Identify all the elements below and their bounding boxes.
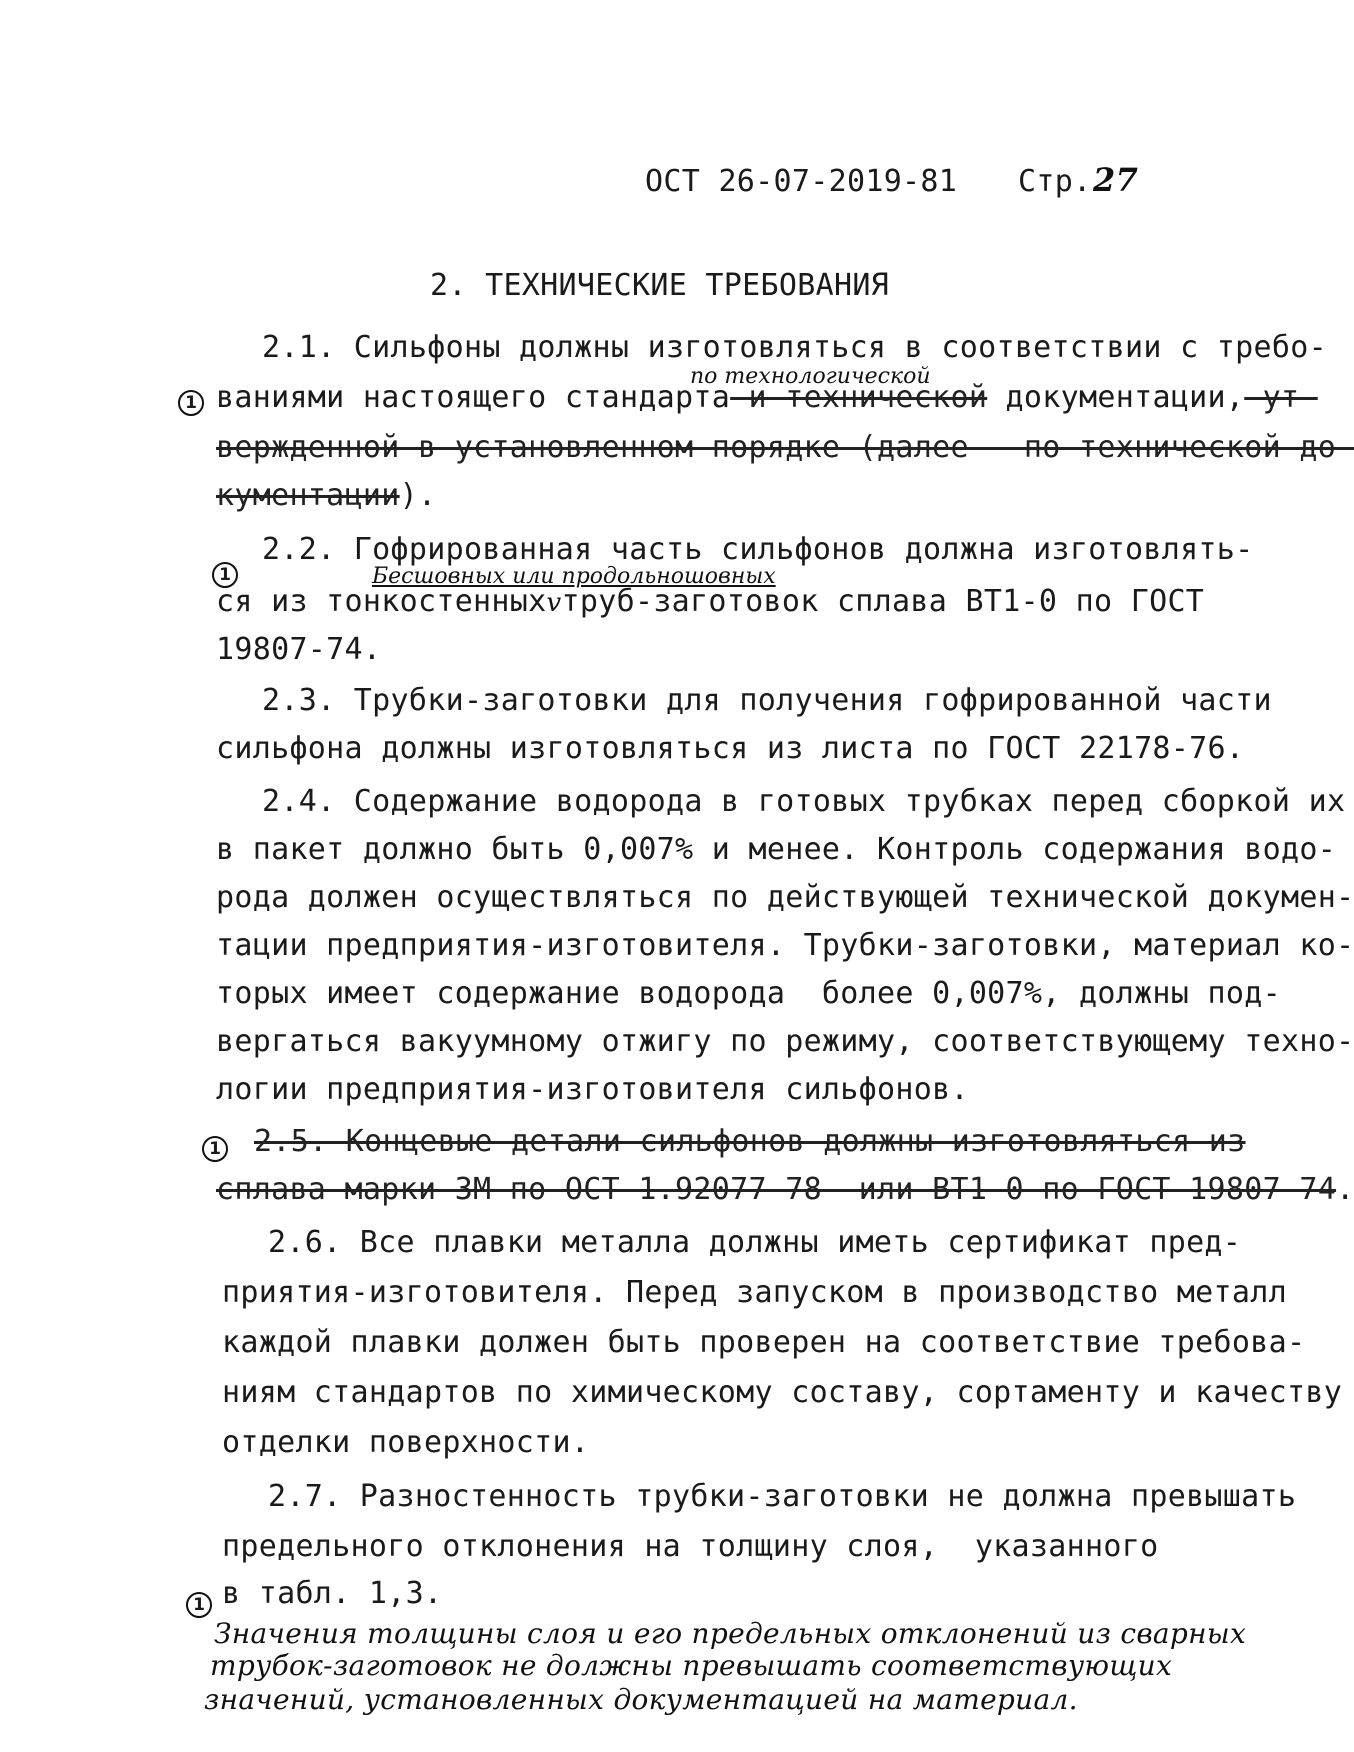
- clause-2-6-line-1: 2.6. Все плавки металла должны иметь сертификат пред-: [268, 1225, 1242, 1260]
- clause-2-1-struck-c: кументации: [216, 478, 400, 513]
- clause-2-3-line-2: сильфона должны изготовляться из листа по ГОСТ 22178-76.: [216, 731, 1245, 766]
- clause-2-2-line-1: 2.2. Гофрированная часть сильфонов должна изготовлять-: [262, 532, 1254, 567]
- section-title: 2. ТЕХНИЧЕСКИЕ ТРЕБОВАНИЯ: [430, 268, 890, 303]
- clause-2-2-text-b: труб-заготовок сплава ВТ1-0 по ГОСТ: [561, 584, 1205, 619]
- clause-2-7-line-2: предельного отклонения на толщину слоя, указанного: [222, 1529, 1159, 1564]
- clause-2-4-line-4: тации предприятия-изготовителя. Трубки-заготовки, материал ко-: [216, 928, 1354, 963]
- clause-2-2-line-2: [216, 584, 1204, 621]
- clause-2-4-line-1: 2.4. Содержание водорода в готовых трубках перед сборкой их: [262, 784, 1346, 819]
- clause-2-5-struck: сплава марки 3М по ОСТ 1.92077-78 или ВТ1-0 по ГОСТ 19807-74: [216, 1172, 1337, 1207]
- change-marker-4: [186, 1586, 212, 1618]
- handwritten-note-line-1: Значения толщины слоя и его предельных отклонений из сварных: [214, 1617, 1247, 1650]
- change-marker-1: [178, 384, 204, 416]
- clause-2-4-line-7: логии предприятия-изготовителя сильфонов.: [216, 1072, 969, 1107]
- clause-2-1-insert: по технологической: [690, 364, 931, 389]
- change-marker-3: [202, 1130, 228, 1162]
- clause-2-6-line-2: приятия-изготовителя. Перед запуском в производство металл: [222, 1275, 1287, 1310]
- clause-2-3-line-1: 2.3. Трубки-заготовки для получения гофрированной части: [262, 683, 1272, 718]
- clause-2-6-line-4: ниям стандартов по химическому составу, сортаменту и качеству: [222, 1375, 1343, 1410]
- clause-2-1-text-a: ваниями настоящего стандарта: [216, 380, 731, 415]
- clause-2-4-line-3: рода должен осуществляться по действующей технической докумен-: [216, 880, 1354, 915]
- clause-2-5-line-2: [216, 1172, 1354, 1208]
- doc-number: ОСТ 26-07-2019-81: [645, 164, 958, 199]
- clause-2-1-text-b: документации,: [987, 380, 1245, 415]
- clause-2-5-line-1: 2.5. Концевые детали сильфонов должны изготовляться из: [254, 1124, 1246, 1159]
- clause-2-2-insert: Бесшовных или продольношовных: [372, 564, 776, 589]
- clause-2-7-line-3: в табл. 1,3.: [222, 1576, 443, 1611]
- clause-2-2-text-a: ся из тонкостенных: [216, 584, 547, 619]
- page-number: 27: [1093, 161, 1139, 199]
- change-marker-icon: 1: [212, 562, 238, 588]
- clause-2-1-end: ).: [399, 478, 437, 513]
- page-label: Стр.: [1018, 164, 1092, 199]
- clause-2-1-struck-a: и технической: [730, 380, 988, 415]
- clause-2-2-line-3: 19807-74.: [216, 632, 382, 667]
- clause-2-6-line-3: каждой плавки должен быть проверен на соответствие требова-: [222, 1325, 1306, 1360]
- handwritten-note-line-3: значений, установленных документацией на материал.: [204, 1683, 1078, 1716]
- clause-2-5-end: .: [1336, 1172, 1354, 1207]
- clause-2-7-line-1: 2.7. Разностенность трубки-заготовки не должна превышать: [268, 1479, 1297, 1514]
- clause-2-4-line-2: в пакет должно быть 0,007% и менее. Контроль содержания водо-: [216, 832, 1337, 867]
- handwritten-note-line-2: трубок-заготовок не должны превышать соответствующих: [210, 1649, 1173, 1682]
- change-marker-icon: 1: [178, 390, 204, 416]
- change-marker-icon: 1: [186, 1592, 212, 1618]
- caret-icon: v: [546, 588, 562, 618]
- clause-2-1-line-4: [216, 478, 436, 514]
- clause-2-1-struck-b: ут-: [1244, 380, 1318, 415]
- change-marker-icon: 1: [202, 1136, 228, 1162]
- clause-2-4-line-5: торых имеет содержание водорода более 0,007%, должны под-: [216, 976, 1281, 1011]
- clause-2-1-line-3: вержденной в установленном порядке (далее - по технической до-: [216, 430, 1354, 465]
- clause-2-1-line-1: 2.1. Сильфоны должны изготовляться в соответствии с требо-: [262, 330, 1327, 365]
- clause-2-1-line-2: [216, 380, 1318, 416]
- clause-2-6-line-5: отделки поверхности.: [222, 1425, 590, 1460]
- clause-2-4-line-6: вергаться вакуумному отжигу по режиму, соответствующему техно-: [216, 1024, 1354, 1059]
